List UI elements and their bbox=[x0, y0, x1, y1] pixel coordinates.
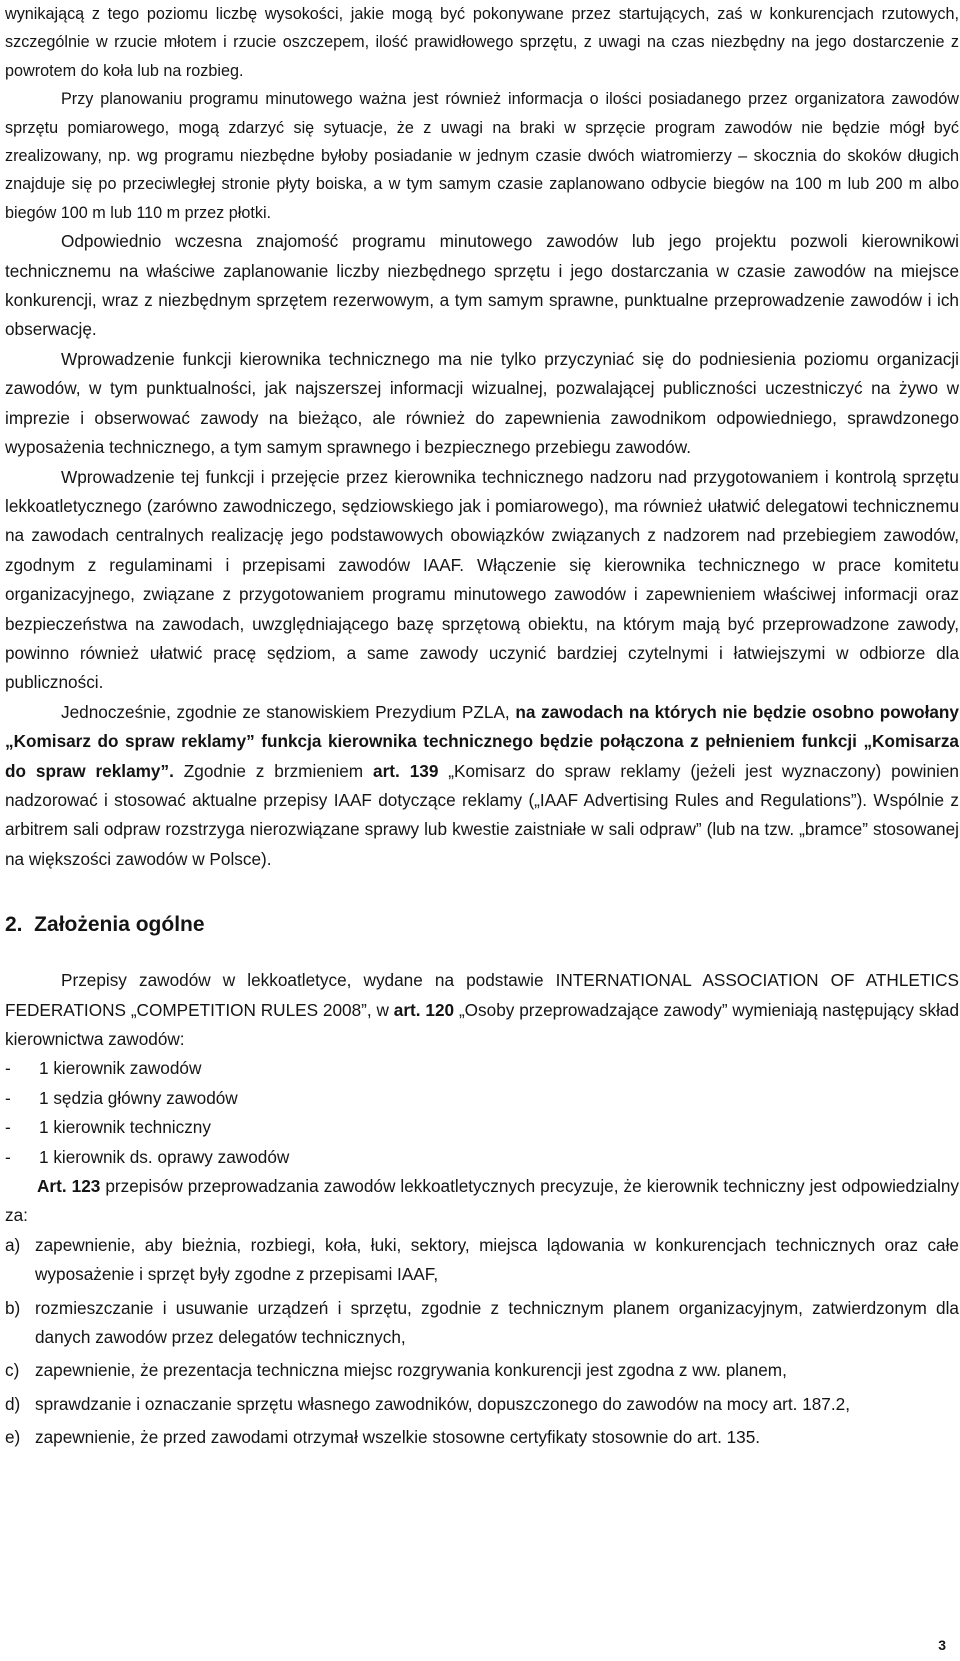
list-item bbox=[5, 1294, 959, 1353]
document-page bbox=[5, 0, 959, 1457]
paragraph-6-article-ref: art. 139 bbox=[373, 760, 439, 781]
list-marker: - bbox=[5, 1117, 11, 1138]
list-item-text: 1 kierownik zawodów bbox=[39, 1058, 202, 1079]
list-marker: b) bbox=[5, 1297, 21, 1318]
list-item bbox=[5, 1231, 959, 1290]
list-item bbox=[5, 1423, 959, 1452]
paragraph-5: Wprowadzenie tej funkcji i przejęcie przez kierownika technicznego nadzoru nad przygotowaniem i kontrolą sprzętu lekkoatletycznego (zarówno zawodniczego, sędziowskiego jak i pomiarowego), ma również ułatwić delegatowi technicznemu na zawodach centralnych realizację jego podstawowych obowiązków związanych z nadzorem nad przebiegiem zawodów, zgodnym z regulaminami i przepisami zawodów IAAF. Włączenie się kierownika technicznego w prace komitetu organizacyjnego, związane z przygotowaniem programu minutowego zawodów i zapewnieniem właściwej informacji oraz bezpieczeństwa na zawodach, uwzględniającego bazę sprzętową obiektu, na którym mają być przeprowadzone zawody, powinno również ułatwić pracę sędziom, a same zawody uczynić bardziej czytelnymi i łatwiejszymi w odbiorze dla publiczności. bbox=[5, 466, 959, 693]
responsibilities-list bbox=[5, 1231, 959, 1453]
list-marker: - bbox=[5, 1146, 11, 1167]
list-item bbox=[5, 1143, 959, 1172]
paragraph-6-text-a: Jednocześnie, zgodnie ze stanowiskiem Prezydium PZLA, bbox=[61, 701, 516, 722]
list-marker: - bbox=[5, 1058, 11, 1079]
list-item bbox=[5, 1356, 959, 1385]
list-item-text: zapewnienie, że prezentacja techniczna miejsc rozgrywania konkurencji jest zgodna z ww. planem, bbox=[35, 1360, 787, 1381]
paragraph-8 bbox=[5, 1172, 959, 1231]
list-marker: d) bbox=[5, 1393, 21, 1414]
paragraph-8-article-ref: Art. 123 bbox=[37, 1176, 101, 1197]
spacer bbox=[5, 952, 959, 966]
list-item bbox=[5, 1054, 959, 1083]
list-item-text: zapewnienie, aby bieżnia, rozbiegi, koła, łuki, sektory, miejsca lądowania w konkurencjach technicznych oraz całe wyposażenie i sprzęt były zgodne z przepisami IAAF, bbox=[35, 1234, 959, 1285]
paragraph-8-text: przepisów przeprowadzania zawodów lekkoatletycznych precyzuje, że kierownik techniczny jest odpowiedzialny za: bbox=[5, 1176, 959, 1226]
paragraph-7 bbox=[5, 966, 959, 1054]
list-item bbox=[5, 1084, 959, 1113]
list-item-text: zapewnienie, że przed zawodami otrzymał wszelkie stosowne certyfikaty stosownie do art. 135. bbox=[35, 1427, 761, 1448]
list-marker: - bbox=[5, 1087, 11, 1108]
leadership-list bbox=[5, 1054, 959, 1172]
list-item-text: 1 kierownik ds. oprawy zawodów bbox=[39, 1146, 290, 1167]
list-item-text: 1 sędzia główny zawodów bbox=[39, 1087, 238, 1108]
list-item-text: rozmieszczanie i usuwanie urządzeń i sprzętu, zgodnie z technicznym planem organizacyjnym, zatwierdzonym dla danych zawodów przez delegatów technicznych, bbox=[35, 1297, 959, 1348]
paragraph-6-text-c: Zgodnie z brzmieniem bbox=[173, 760, 374, 781]
list-marker: e) bbox=[5, 1427, 21, 1448]
paragraph-4: Wprowadzenie funkcji kierownika technicznego ma nie tylko przyczyniać się do podniesienia poziomu organizacji zawodów, w tym punktualności, jak najszerszej informacji wizualnej, pozwalającej publiczności uczestniczyć na żywo w imprezie i obserwować zawody na bieżąco, ale również do zapewnienia zawodnikom odpowiedniego, sprawdzonego wyposażenia technicznego, a tym samym sprawnego i bezpiecznego przebiegu zawodów. bbox=[5, 348, 959, 458]
paragraph-7-article-ref: art. 120 bbox=[393, 999, 455, 1020]
list-marker: a) bbox=[5, 1234, 21, 1255]
paragraph-6-bold-statement: na zawodach na których nie będzie osobno powołany „Komisarz do spraw reklamy” funkcja kierownika technicznego będzie połączona z pełnieniem funkcji „Komisarza do spraw reklamy”. bbox=[5, 701, 959, 781]
list-item bbox=[5, 1390, 959, 1419]
paragraph-1: wynikającą z tego poziomu liczbę wysokości, jakie mogą być pokonywane przez startujących, zaś w konkurencjach rzutowych, szczególnie w rzucie młotem i rzucie oszczepem, ilość prawidłowego sprzętu, z uwagi na czas niezbędny na jego dostarczenie z powrotem do koła lub na rozbieg. bbox=[5, 5, 959, 80]
list-marker: c) bbox=[5, 1360, 20, 1381]
paragraph-7-text-a: Przepisy zawodów w lekkoatletyce, wydane na podstawie INTERNATIONAL ASSOCIATION OF ATHLETICS FEDERATIONS „COMPETITION RULES 2008”, w bbox=[5, 970, 959, 1020]
paragraph-6 bbox=[5, 698, 959, 874]
list-item bbox=[5, 1113, 959, 1142]
page-number: 3 bbox=[938, 1637, 946, 1653]
list-item-text: sprawdzanie i oznaczanie sprzętu własnego zawodników, dopuszczonego do zawodów na mocy art. 187.2, bbox=[35, 1393, 850, 1414]
list-item-text: 1 kierownik techniczny bbox=[39, 1117, 211, 1138]
section-heading: 2. Założenia ogólne bbox=[5, 913, 205, 937]
paragraph-2: Przy planowaniu programu minutowego ważna jest również informacja o ilości posiadanego przez organizatora zawodów sprzętu pomiarowego, mogą zdarzyć się sytuacje, że z uwagi na braki w sprzęcie program zawodów nie będzie mógł być zrealizowany, np. wg programu niezbędne byłoby posiadanie w jednym czasie dwóch wiatromierzy – skocznia do skoków długich znajduje się po przeciwległej stronie płyty boiska, a w tym samym czasie zaplanowano odbycie biegów na 100 m lub 200 m albo biegów 100 m lub 110 m przez płotki. bbox=[5, 90, 959, 222]
paragraph-3: Odpowiednio wczesna znajomość programu minutowego zawodów lub jego projektu pozwoli kierownikowi technicznemu na właściwe zaplanowanie liczby niezbędnego sprzętu i jego dostarczania w czasie zawodów na miejsce konkurencji, wraz z niezbędnym sprzętem rezerwowym, a tym samym sprawne, punktualne przeprowadzenie zawodów i ich obserwację. bbox=[5, 231, 959, 340]
paragraph-7-text-c: „Osoby przeprowadzające zawody” wymieniają następujący skład kierownictwa zawodów: bbox=[5, 999, 960, 1049]
paragraph-6-text-e: „Komisarz do spraw reklamy (jeżeli jest wyznaczony) powinien nadzorować i stosować aktualne przepisy IAAF dotyczące reklamy („IAAF Advertising Rules and Regulations”). Wspólnie z arbitrem sali odpraw rozstrzyga nierozwiązane sprawy lub kwestie zaistniałe w sali odpraw” (lub na tzw. „bramce” stosowanej na większości zawodów w Polsce). bbox=[5, 760, 959, 869]
